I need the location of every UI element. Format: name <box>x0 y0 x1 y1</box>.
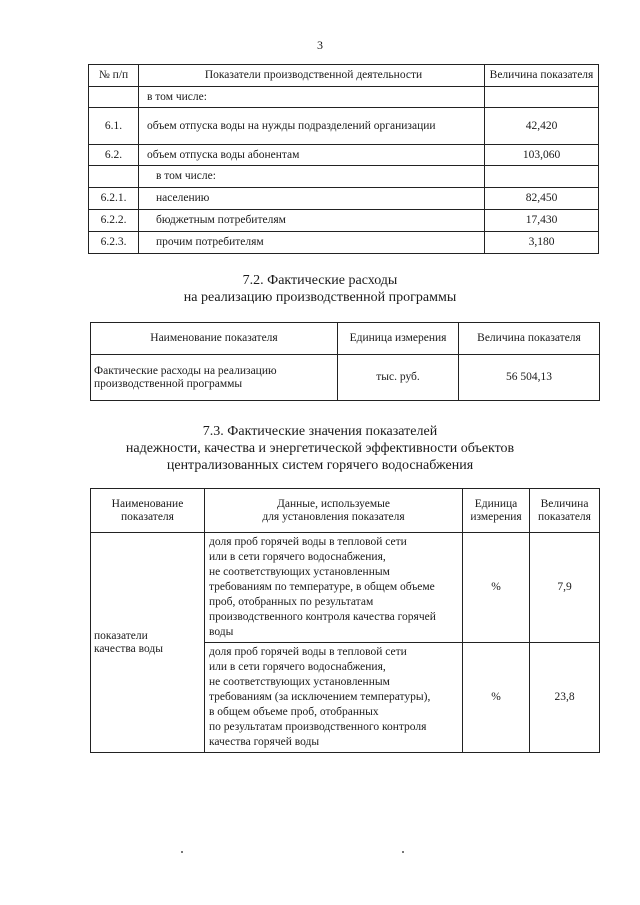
section-title-line: на реализацию производственной программы <box>183 290 457 305</box>
header-line: Данные, используемые <box>277 497 390 510</box>
table-row <box>91 355 600 401</box>
data-line: доля проб горячей воды в тепловой сети <box>209 646 407 658</box>
data-line: не соответствующих установленным <box>209 566 390 578</box>
row-value: 17,430 <box>485 210 599 232</box>
row-data <box>205 643 463 753</box>
row-value <box>485 87 599 108</box>
row-number: 6.2.1. <box>89 188 139 210</box>
row-unit: % <box>463 643 530 753</box>
table-row <box>89 188 599 210</box>
header-cell-name <box>91 489 205 533</box>
header-cell-name: Наименование показателя <box>91 323 338 355</box>
header-line: для установления показателя <box>262 510 405 523</box>
data-line: требованиям по температуре, в общем объеме <box>209 581 435 593</box>
group-name-line: показатели <box>94 629 148 642</box>
table-row <box>91 533 600 643</box>
row-number: 6.2. <box>89 145 139 166</box>
table-row <box>89 232 599 254</box>
row-value: 56 504,13 <box>459 355 600 401</box>
row-number <box>89 87 139 108</box>
table-row <box>89 145 599 166</box>
data-line: или в сети горячего водоснабжения, <box>209 661 386 673</box>
table-header-row <box>91 323 600 355</box>
row-value: 3,180 <box>485 232 599 254</box>
table-row <box>89 166 599 188</box>
header-line: Наименование <box>111 497 184 510</box>
row-data <box>205 533 463 643</box>
row-value: 82,450 <box>485 188 599 210</box>
table-row <box>89 210 599 232</box>
row-name: Фактические расходы на реализацию производственной программы <box>91 355 338 401</box>
row-value: 23,8 <box>530 643 600 753</box>
row-label: объем отпуска воды абонентам <box>139 145 485 166</box>
table-header-row <box>91 489 600 533</box>
section-title-line: надежности, качества и энергетической эффективности объектов <box>125 441 515 456</box>
header-cell-unit <box>463 489 530 533</box>
section-title-line: централизованных систем горячего водоснабжения <box>166 458 474 473</box>
header-line: Величина <box>540 497 589 510</box>
header-cell-value <box>530 489 600 533</box>
row-label: в том числе: <box>139 166 485 188</box>
row-value: 42,420 <box>485 108 599 145</box>
header-line: измерения <box>470 510 522 523</box>
section-title-line: 7.2. Фактические расходы <box>242 273 398 288</box>
header-cell-number: № п/п <box>89 65 139 87</box>
row-label: прочим потребителям <box>139 232 485 254</box>
table-row <box>89 108 599 145</box>
data-line: в общем объеме проб, отобранных <box>209 706 379 718</box>
header-cell-unit: Единица измерения <box>338 323 459 355</box>
table-row <box>89 87 599 108</box>
header-cell-value: Величина показателя <box>459 323 600 355</box>
row-number: 6.2.2. <box>89 210 139 232</box>
header-line: показателя <box>121 510 174 523</box>
data-line: или в сети горячего водоснабжения, <box>209 551 386 563</box>
header-line: Единица <box>474 497 518 510</box>
row-number: 6.1. <box>89 108 139 145</box>
row-label: объем отпуска воды на нужды подразделений организации <box>139 108 485 145</box>
data-line: проб, отобранных по результатам <box>209 596 374 608</box>
data-line: производственного контроля качества горячей <box>209 611 436 623</box>
row-label: в том числе: <box>139 87 485 108</box>
header-cell-indicator: Показатели производственной деятельности <box>139 65 485 87</box>
scan-speck <box>181 851 183 853</box>
row-label: населению <box>139 188 485 210</box>
group-name-line: качества воды <box>94 642 163 655</box>
page-number: 3 <box>317 38 323 52</box>
row-number <box>89 166 139 188</box>
data-line: по результатам производственного контроля <box>209 721 427 733</box>
scan-speck <box>402 851 404 853</box>
header-cell-value: Величина показателя <box>485 65 599 87</box>
production-indicators-table <box>88 64 599 254</box>
quality-indicators-table <box>90 488 600 753</box>
section-title-line: 7.3. Фактические значения показателей <box>202 424 438 439</box>
data-line: качества горячей воды <box>209 736 320 748</box>
row-value <box>485 166 599 188</box>
actual-expenses-table <box>90 322 600 401</box>
row-unit: % <box>463 533 530 643</box>
row-value: 103,060 <box>485 145 599 166</box>
row-label: бюджетным потребителям <box>139 210 485 232</box>
section-7-3-title <box>0 423 640 474</box>
row-unit: тыс. руб. <box>338 355 459 401</box>
row-value: 7,9 <box>530 533 600 643</box>
group-name-cell <box>91 533 205 753</box>
table-header-row <box>89 65 599 87</box>
header-cell-data <box>205 489 463 533</box>
data-line: требованиям (за исключением температуры), <box>209 691 431 703</box>
data-line: доля проб горячей воды в тепловой сети <box>209 536 407 548</box>
header-line: показателя <box>538 510 591 523</box>
section-7-2-title <box>0 272 640 306</box>
data-line: не соответствующих установленным <box>209 676 390 688</box>
data-line: воды <box>209 626 234 638</box>
row-number: 6.2.3. <box>89 232 139 254</box>
